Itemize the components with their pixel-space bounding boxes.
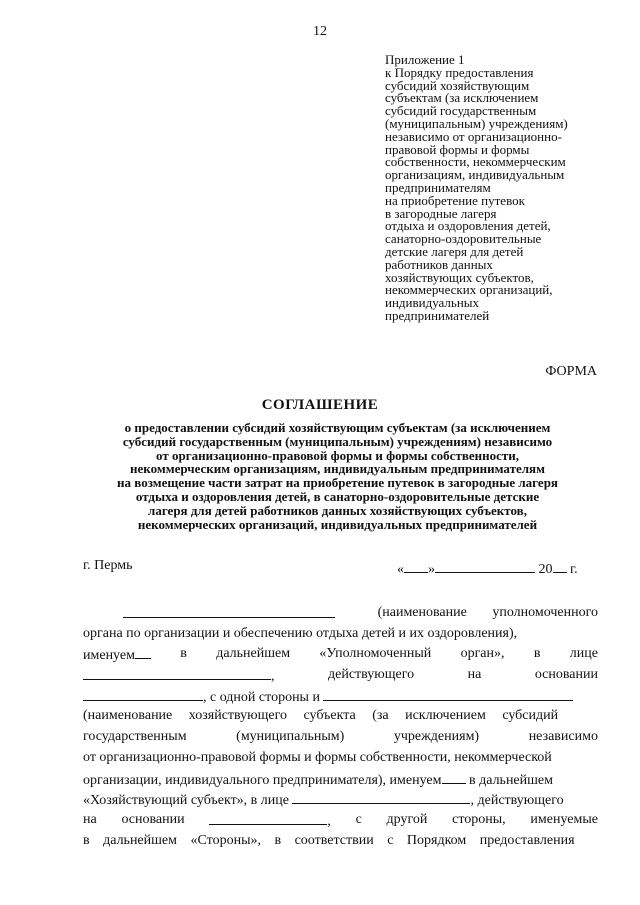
- body-text-fragment: (муниципальным): [236, 729, 345, 745]
- month-blank[interactable]: [435, 558, 535, 573]
- body-line: в дальнейшем «Стороны», в соответствии с Порядком предоставления: [83, 832, 575, 848]
- body-line: (наименование хозяйствующего субъекта (за исключением субсидий: [83, 708, 559, 724]
- date-line: [397, 558, 578, 578]
- year-blank[interactable]: [553, 558, 567, 573]
- appendix-line: субсидий государственным: [385, 103, 537, 119]
- body-text-fragment: орган»,: [460, 646, 505, 662]
- basis-document-blank[interactable]: [83, 686, 203, 701]
- appendix-line: на приобретение путевок: [385, 192, 525, 208]
- body-line: [83, 727, 598, 748]
- body-text-fragment: на: [467, 667, 482, 683]
- appendix-line: в загородные лагеря: [385, 205, 497, 221]
- business-entity-blank[interactable]: [323, 686, 573, 701]
- appendix-line: независимо от организационно-: [385, 128, 562, 144]
- subtitle-line: некоммерческих организаций, индивидуальных предпринимателей: [137, 516, 538, 532]
- body-text-fragment: стороны,: [452, 811, 506, 827]
- appendix-line: некоммерческих организаций,: [385, 282, 553, 298]
- body-text-fragment: «Уполномоченный: [319, 646, 432, 662]
- body-text-fragment: другой: [386, 811, 428, 827]
- appendix-block: [385, 54, 615, 323]
- appendix-line: работников данных: [385, 256, 493, 272]
- body-line: органа по организации и обеспечению отдыха детей и их оздоровления),: [83, 625, 518, 641]
- subtitle-line: о предоставлении субсидий хозяйствующим субъектам (за исключением: [124, 420, 551, 435]
- subtitle-line: от организационно-правовой формы и формы собственности,: [156, 447, 519, 463]
- body-text-fragment: , действующего: [470, 793, 564, 809]
- appendix-line: хозяйствующих субъектов,: [385, 269, 534, 285]
- appendix-line: детские лагеря для детей: [385, 243, 524, 259]
- body-line: [83, 810, 598, 831]
- body-text-fragment: государственным: [83, 729, 187, 745]
- body-line: [83, 644, 598, 665]
- body-text-fragment: в дальнейшем: [469, 772, 553, 788]
- body-text-fragment: независимо: [528, 729, 598, 745]
- body-text-fragment: в: [533, 646, 541, 662]
- appendix-line: индивидуальных: [385, 295, 480, 311]
- body-text-fragment: ,: [83, 665, 275, 686]
- body-text-fragment: с: [355, 811, 362, 827]
- appendix-line: (муниципальным) учреждениям): [385, 115, 568, 131]
- body-text-fragment: «Хозяйствующий субъект», в лице: [83, 793, 289, 809]
- day-blank[interactable]: [404, 558, 428, 573]
- body-line: [83, 603, 598, 624]
- city: г. Пермь: [83, 558, 133, 573]
- appendix-line: организациям, индивидуальным: [385, 167, 565, 183]
- appendix-line: субсидий хозяйствующим: [385, 77, 530, 93]
- body-text-fragment: основании: [534, 667, 598, 683]
- agreement-subtitle: [60, 421, 615, 531]
- body-text-fragment: ,: [209, 810, 331, 831]
- body-text-fragment: основании: [121, 811, 185, 827]
- date-open-quote: «: [397, 562, 404, 577]
- body-text-fragment: , с одной стороны и: [203, 689, 320, 705]
- body-text-fragment: именуем: [83, 644, 151, 665]
- appendix-line: к Порядку предоставления: [385, 64, 534, 80]
- body-line: [83, 789, 598, 810]
- body-line: [83, 769, 598, 790]
- body-text-fragment: учреждениям): [393, 729, 480, 745]
- appendix-line: отдыха и оздоровления детей,: [385, 218, 551, 234]
- agreement-title: СОГЛАШЕНИЕ: [261, 397, 379, 413]
- page-number: 12: [313, 24, 327, 39]
- agreement-body: [83, 603, 598, 851]
- appendix-line: Приложение 1: [385, 52, 465, 67]
- appendix-line: правовой формы и формы: [385, 141, 530, 157]
- gender-suffix-blank[interactable]: [442, 769, 466, 784]
- appendix-line: предпринимателям: [385, 179, 491, 195]
- body-text-fragment: лице: [569, 646, 598, 662]
- form-label: ФОРМА: [545, 364, 597, 379]
- appendix-line: предпринимателей: [385, 307, 490, 323]
- subtitle-line: на возмещение части затрат на приобретение путевок в загородные лагеря: [117, 475, 558, 491]
- body-text-fragment: действующего: [327, 667, 415, 683]
- subtitle-line: отдыха и оздоровления детей, в санаторно-оздоровительные детские: [135, 488, 540, 504]
- body-text-fragment: в: [180, 646, 187, 662]
- subtitle-line: лагеря для детей работников данных хозяйствующих субъектов,: [148, 502, 527, 518]
- body-line: от организационно-правовой формы и формы собственности, некоммерческой: [83, 749, 552, 765]
- date-close-quote: »: [428, 562, 435, 577]
- appendix-line: собственности, некоммерческим: [385, 154, 566, 170]
- appendix-line: санаторно-оздоровительные: [385, 231, 542, 247]
- body-line: [83, 665, 598, 686]
- subtitle-line: некоммерческим организациям, индивидуальным предпринимателям: [130, 461, 545, 477]
- body-text-fragment: именуемые: [530, 811, 598, 827]
- body-text-fragment: на: [83, 811, 97, 827]
- body-line: [83, 686, 598, 707]
- body-text-fragment: (наименование уполномоченного: [377, 605, 598, 620]
- gender-suffix-blank[interactable]: [135, 644, 151, 659]
- authorized-body-name-blank[interactable]: [123, 603, 335, 618]
- entity-basis-blank[interactable]: [209, 810, 327, 825]
- body-text-fragment: дальнейшем: [216, 646, 291, 662]
- subtitle-line: субсидий государственным (муниципальным) учреждениям) независимо: [122, 433, 553, 449]
- appendix-line: субъектам (за исключением: [385, 90, 539, 106]
- representative-blank[interactable]: [83, 665, 271, 680]
- entity-representative-blank[interactable]: [292, 789, 470, 804]
- year-suffix: г.: [570, 562, 578, 577]
- year-prefix: 20: [538, 562, 553, 577]
- body-text-fragment: организации, индивидуального предпринимателя), именуем: [83, 772, 442, 788]
